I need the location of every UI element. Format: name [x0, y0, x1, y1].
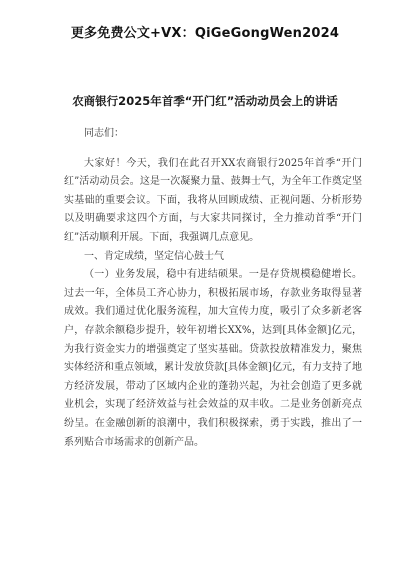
paragraph-achievements: （一）业务发展，稳中有进结硕果。一是存贷规模稳健增长。过去一年，全体员工齐心协力，积极拓展市场，存款业务取得显著成效。我们通过优化服务流程，加大宣传力度，吸引了众多新老客户，存款余额稳步提升，较年初增长XX%，达到[具体金额]亿元，为我行资金实力的增强奠定了坚实基础。贷款投放精准发力，聚焦实体经济和重点领域，累计发放贷款[具体金额]亿元，有力支持了地方经济发展，带动了区域内企业的蓬勃兴起，为社会创造了更多就业机会，实现了经济效益与社会效益的双丰收。二是业务创新亮点纷呈。在金融创新的浪潮中，我们积极探索，勇于实践，推出了一系列贴合市场需求的创新产品。 [64, 269, 362, 448]
document-body [64, 125, 362, 452]
salutation: 同志们： [84, 128, 124, 139]
header-note: 更多免费公文+VX：QiGeGongWen2024 [70, 26, 340, 41]
paragraph-intro: 大家好！今天，我们在此召开XX农商银行2025年首季“开门红”活动动员会。这是一次凝聚力量、鼓舞士气，为全年工作奠定坚实基础的重要会议。下面，我将从回顾成绩、正视问题、分析形势以及明确要求这四个方面，与大家共同探讨，全力推动首季“开门红”活动顺利开展。下面，我强调几点意见。 [64, 157, 362, 243]
document-title: 农商银行2025年首季“开门红”活动动员会上的讲话 [72, 94, 338, 108]
section-heading: 一、肯定成绩，坚定信心鼓士气 [84, 250, 224, 262]
